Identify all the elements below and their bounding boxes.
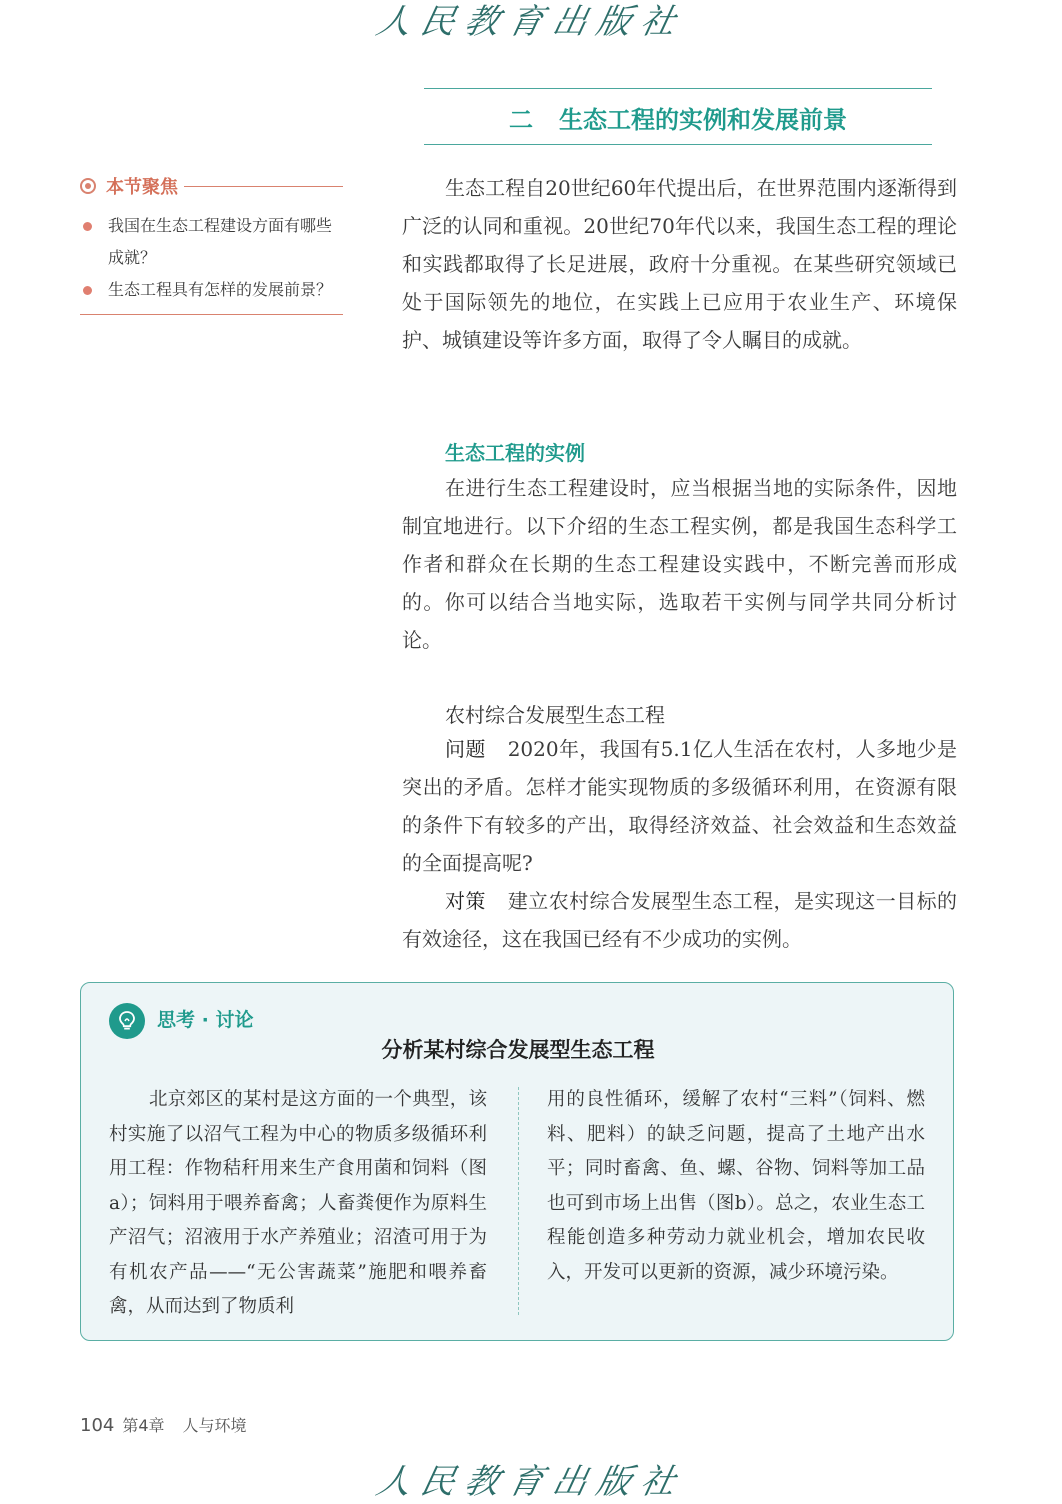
solution-paragraph	[402, 882, 957, 958]
discussion-left-column: 北京郊区的某村是这方面的一个典型，该村实施了以沼气工程为中心的物质多级循环利用工程：作物秸秆用来生产食用菌和饲料（图a）；饲料用于喂养畜禽；人畜粪便作为原料生产沼气；沼液用于水产养殖业；沼渣可用于为有机农产品——“无公害蔬菜”施肥和喂养畜禽，从而达到了物质利	[109, 1089, 487, 1317]
discussion-title: 分析某村综合发展型生态工程	[381, 1038, 655, 1062]
publisher-logo-bottom: 人民教育出版社	[372, 1462, 690, 1502]
lightbulb-icon	[109, 1003, 145, 1039]
column-divider	[518, 1087, 519, 1315]
problem-label: 问题	[445, 737, 486, 761]
page-number: 104	[80, 1415, 115, 1436]
focus-title: 本节聚焦	[106, 177, 178, 198]
chapter-label: 第4章	[122, 1416, 165, 1435]
focus-item: 生态工程具有怎样的发展前景？	[80, 274, 343, 306]
title-rule-top	[424, 88, 932, 89]
problem-text: 2020年，我国有5.1亿人生活在农村，人多地少是突出的矛盾。怎样才能实现物质的多级循环利用，在资源有限的条件下有较多的产出，取得经济效益、社会效益和生态效益的全面提高呢?	[402, 737, 957, 875]
discussion-box	[80, 982, 954, 1341]
title-rule-bottom	[424, 144, 932, 145]
publisher-logo: 人民教育出版社	[372, 2, 690, 42]
solution-label: 对策	[445, 889, 486, 913]
target-icon	[80, 178, 96, 194]
solution-text: 建立农村综合发展型生态工程，是实现这一目标的有效途径，这在我国已经有不少成功的实例。	[402, 889, 958, 951]
focus-divider	[184, 186, 343, 187]
focus-bottom-rule	[80, 314, 343, 315]
problem-paragraph	[402, 730, 957, 882]
intro-paragraph: 生态工程自20世纪60年代提出后，在世界范围内逐渐得到广泛的认同和重视。20世纪70年代以来，我国生态工程的理论和实践都取得了长足进展，政府十分重视。在某些研究领域已处于国际领先的地位，在实践上已应用于农业生产、环境保护、城镇建设等许多方面，取得了令人瞩目的成就。	[402, 176, 957, 352]
focus-item: 我国在生态工程建设方面有哪些成就？	[80, 210, 343, 274]
examples-paragraph: 在进行生态工程建设时，应当根据当地的实际条件，因地制宜地进行。以下介绍的生态工程实例，都是我国生态科学工作者和群众在长期的生态工程建设实践中，不断完善而形成的。你可以结合当地实际，选取若干实例与同学共同分析讨论。	[402, 476, 957, 652]
chapter-title: 人与环境	[182, 1416, 247, 1435]
section-title-text: 生态工程的实例和发展前景	[559, 106, 847, 134]
rural-heading: 农村综合发展型生态工程	[445, 703, 665, 727]
focus-header	[80, 172, 343, 200]
discussion-label: 思考 · 讨论	[157, 1009, 254, 1031]
discussion-right-column: 用的良性循环，缓解了农村“三料”（饲料、燃料、肥料）的缺乏问题，提高了土地产出水平；同时畜禽、鱼、螺、谷物、饲料等加工品也可到市场上出售（图b）。总之，农业生态工程能创造多种劳动力就业机会，增加农民收入，开发可以更新的资源，减少环境污染。	[547, 1089, 925, 1283]
section-title	[424, 100, 932, 140]
section-focus-box	[80, 172, 343, 315]
examples-heading: 生态工程的实例	[445, 441, 585, 465]
section-number: 二	[509, 106, 533, 134]
page-footer	[80, 1414, 247, 1438]
focus-list	[80, 210, 343, 306]
